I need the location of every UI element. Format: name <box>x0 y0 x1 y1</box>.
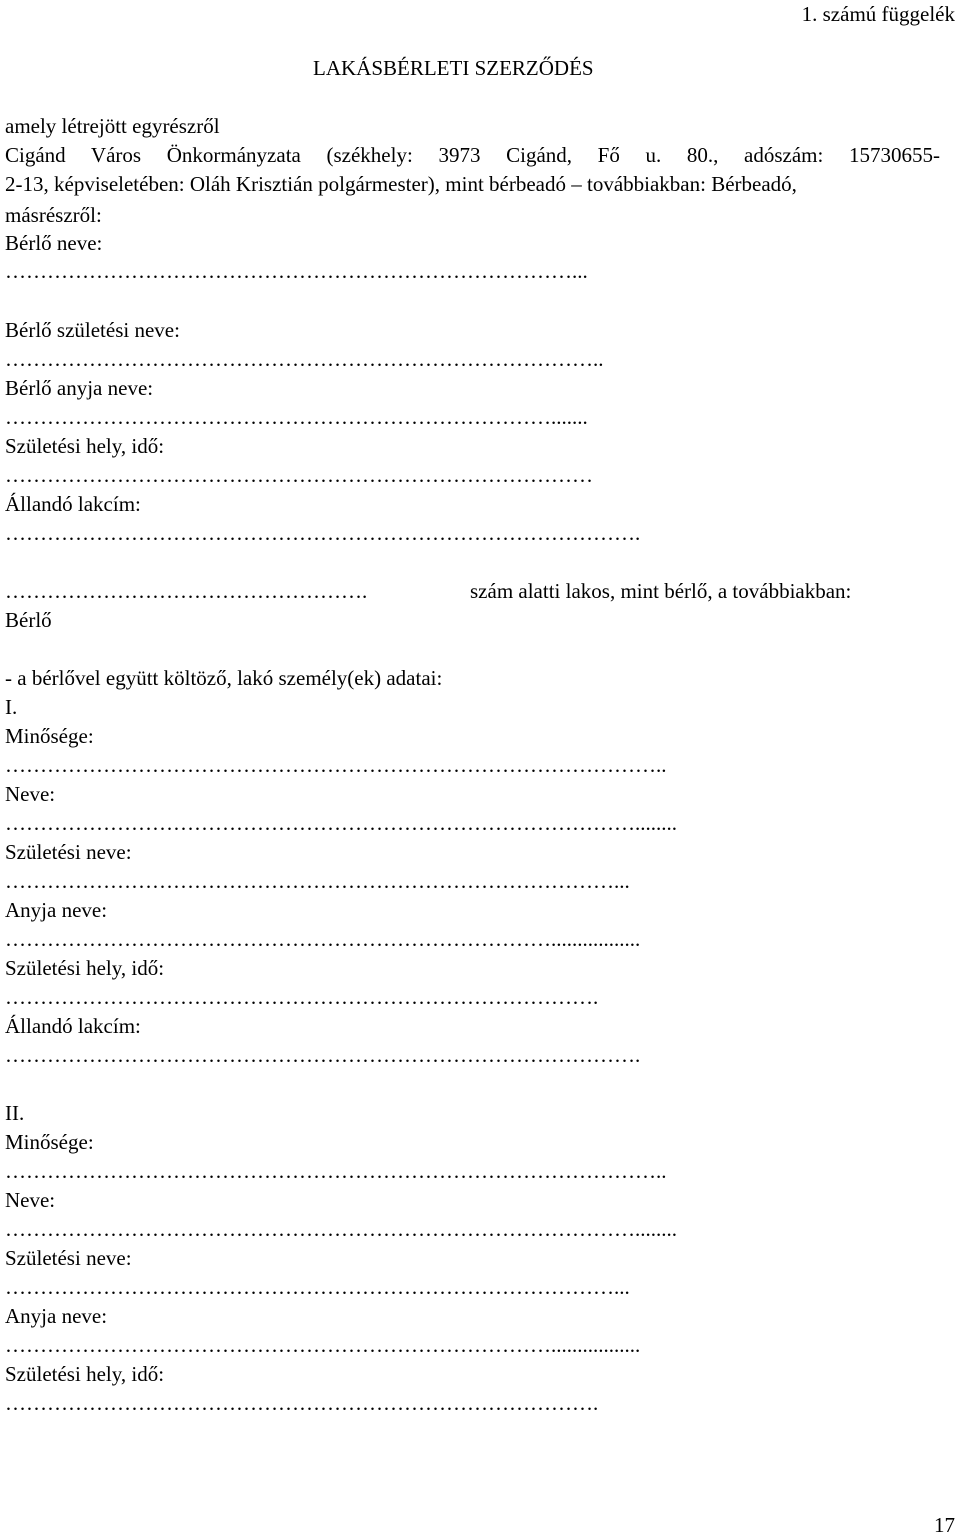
person-2-quality-label: Minősége: <box>5 1130 94 1154</box>
person-1-birth-place-field[interactable]: …………………………………………………………………………. <box>5 987 599 1008</box>
person-1-address-label: Állandó lakcím: <box>5 1014 141 1038</box>
person-2-birth-name-label: Születési neve: <box>5 1246 132 1270</box>
person-2-mother-label: Anyja neve: <box>5 1304 108 1328</box>
person-2-name-field[interactable]: ………………………………………………………………………………........ <box>5 1219 677 1240</box>
tenant-mother-label: Bérlő anyja neve: <box>5 376 154 400</box>
tenant-name-field[interactable]: ………………………………………………………………………... <box>5 261 588 282</box>
document-title: LAKÁSBÉRLETI SZERZŐDÉS <box>313 56 594 80</box>
person-1-birth-place-label: Születési hely, idő: <box>5 956 165 980</box>
person-2-mother-field[interactable]: ……………………………………………………………………................. <box>5 1335 641 1356</box>
person-1-numeral: I. <box>5 695 18 719</box>
tenant-address-field[interactable]: ………………………………………………………………………………. <box>5 523 641 544</box>
tenant-birth-place-label: Születési hely, idő: <box>5 434 165 458</box>
masreszrol-label: másrészről: <box>5 203 102 227</box>
tenant-address-cont-field[interactable]: ……………………………………………. <box>5 581 368 602</box>
person-1-quality-field[interactable]: ………………………………………………………………………………….. <box>5 755 667 776</box>
person-2-birth-place-field[interactable]: …………………………………………………………………………. <box>5 1393 599 1414</box>
person-1-mother-label: Anyja neve: <box>5 898 108 922</box>
tenant-mother-field[interactable]: ……………………………………………………………………....... <box>5 407 588 428</box>
person-1-name-field[interactable]: ………………………………………………………………………………........ <box>5 813 677 834</box>
tenant-address-cont-text: szám alatti lakos, mint bérlő, a továbbiakban: <box>470 579 852 603</box>
person-2-birth-place-label: Születési hely, idő: <box>5 1362 165 1386</box>
person-2-name-label: Neve: <box>5 1188 56 1212</box>
tenant-birth-name-label: Bérlő születési neve: <box>5 318 180 342</box>
appendix-label: 1. számú függelék <box>801 2 955 26</box>
tenant-name-label: Bérlő neve: <box>5 231 103 255</box>
person-1-mother-field[interactable]: ……………………………………………………………………................. <box>5 929 641 950</box>
person-1-quality-label: Minősége: <box>5 724 94 748</box>
person-1-birth-name-label: Születési neve: <box>5 840 132 864</box>
intro-line-3: 2-13, képviseletében: Oláh Krisztián polgármester), mint bérbeadó – továbbiakban: Bérbeadó, <box>5 172 797 196</box>
intro-line-1: amely létrejött egyrészről <box>5 114 220 138</box>
tenant-address-label: Állandó lakcím: <box>5 492 141 516</box>
tenant-role-label: Bérlő <box>5 608 52 632</box>
tenant-birth-name-field[interactable]: ………………………………………………………………………….. <box>5 349 604 370</box>
coresidents-heading: - a bérlővel együtt költöző, lakó személy(ek) adatai: <box>5 666 443 690</box>
person-2-quality-field[interactable]: ………………………………………………………………………………….. <box>5 1161 667 1182</box>
person-1-birth-name-field[interactable]: ……………………………………………………………………………... <box>5 871 630 892</box>
intro-line-2: Cigánd Város Önkormányzata (székhely: 3973 Cigánd, Fő u. 80., adószám: 15730655- <box>5 143 940 167</box>
person-2-numeral: II. <box>5 1101 25 1125</box>
person-1-name-label: Neve: <box>5 782 56 806</box>
tenant-birth-place-field[interactable]: ………………………………………………………………………… <box>5 465 593 486</box>
page-number: 17 <box>934 1513 955 1537</box>
person-2-birth-name-field[interactable]: ……………………………………………………………………………... <box>5 1277 630 1298</box>
person-1-address-field[interactable]: ………………………………………………………………………………. <box>5 1045 641 1066</box>
